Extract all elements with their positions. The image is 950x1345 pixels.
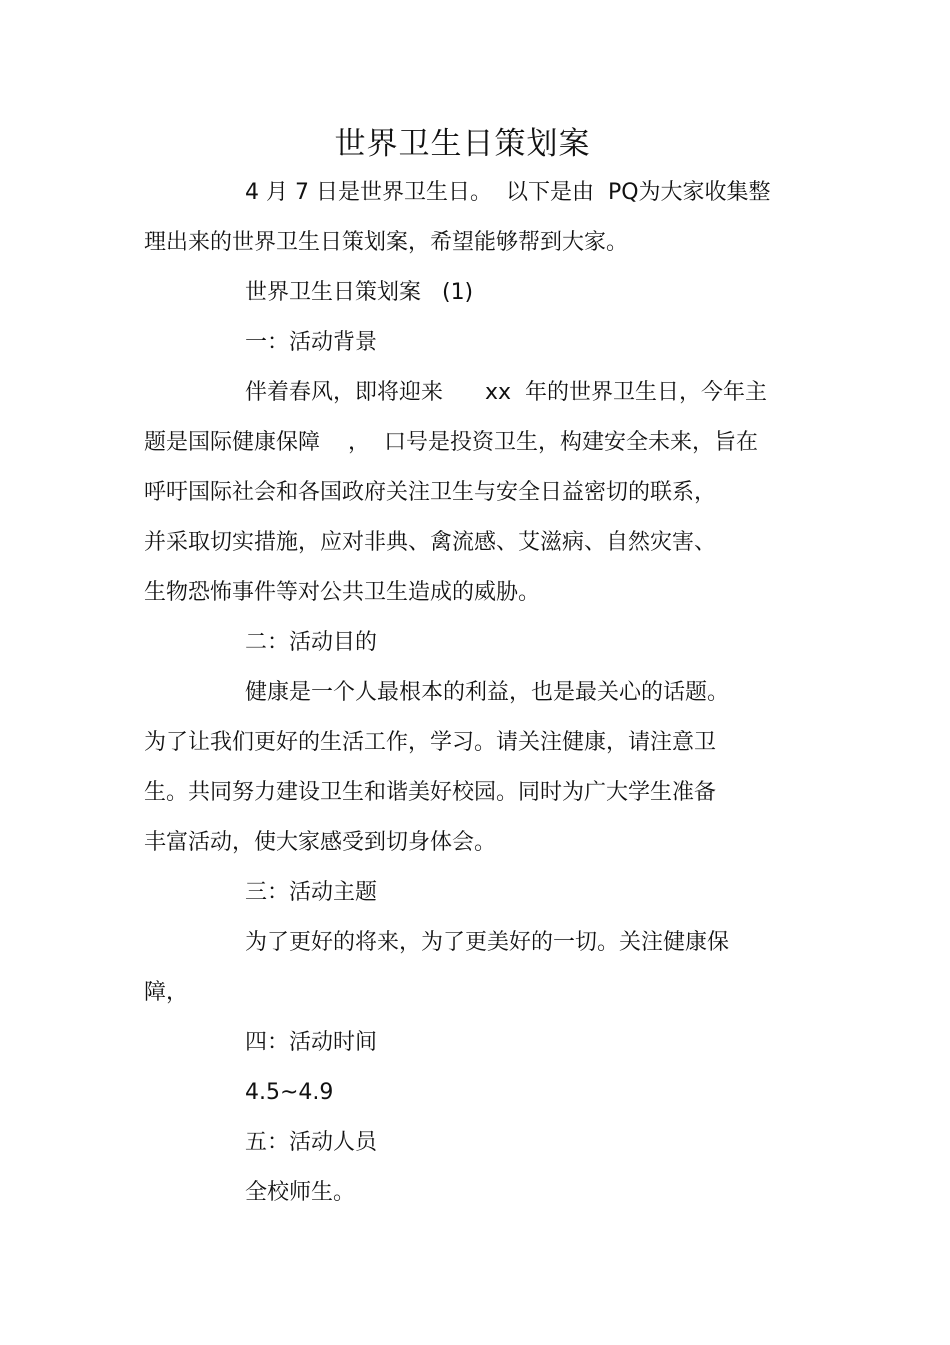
intro-line-2: 理出来的世界卫生日策划案，希望能够帮到大家。 — [144, 230, 629, 255]
section-heading-purpose: 二：活动目的 — [245, 630, 378, 655]
background-line-4: 并采取切实措施，应对非典、禽流感、艾滋病、自然灾害、 — [144, 530, 717, 555]
section-heading-time: 四：活动时间 — [245, 1030, 378, 1055]
background-line-5: 生物恐怖事件等对公共卫生造成的威胁。 — [144, 580, 541, 605]
section-heading-theme: 三：活动主题 — [245, 880, 378, 905]
activity-time-value: 4.5~4.9 — [245, 1080, 334, 1105]
section-heading-background: 一：活动背景 — [245, 330, 378, 355]
theme-line-2: 障， — [144, 980, 189, 1005]
intro-line-1: 4 月 7 日是世界卫生日。 以下是由 PQ为大家收集整 — [245, 180, 771, 205]
background-line-2: 题是国际健康保障 ， 口号是投资卫生，构建安全未来，旨在 — [144, 430, 758, 455]
purpose-line-3: 生。共同努力建设卫生和谐美好校园。同时为广大学生准备 — [144, 780, 717, 805]
background-line-3: 呼吁国际社会和各国政府关注卫生与安全日益密切的联系， — [144, 480, 717, 505]
purpose-line-2: 为了让我们更好的生活工作，学习。请关注健康，请注意卫 — [144, 730, 717, 755]
background-line-1: 伴着春风，即将迎来 xx 年的世界卫生日，今年主 — [245, 380, 767, 405]
section-heading-participants: 五：活动人员 — [245, 1130, 378, 1155]
document-title: 世界卫生日策划案 — [334, 126, 591, 162]
plan-subtitle: 世界卫生日策划案 (1) — [245, 280, 474, 305]
purpose-line-1: 健康是一个人最根本的利益，也是最关心的话题。 — [245, 680, 730, 705]
purpose-line-4: 丰富活动，使大家感受到切身体会。 — [144, 830, 497, 855]
participants-value: 全校师生。 — [245, 1180, 356, 1205]
theme-line-1: 为了更好的将来，为了更美好的一切。关注健康保 — [245, 930, 730, 955]
